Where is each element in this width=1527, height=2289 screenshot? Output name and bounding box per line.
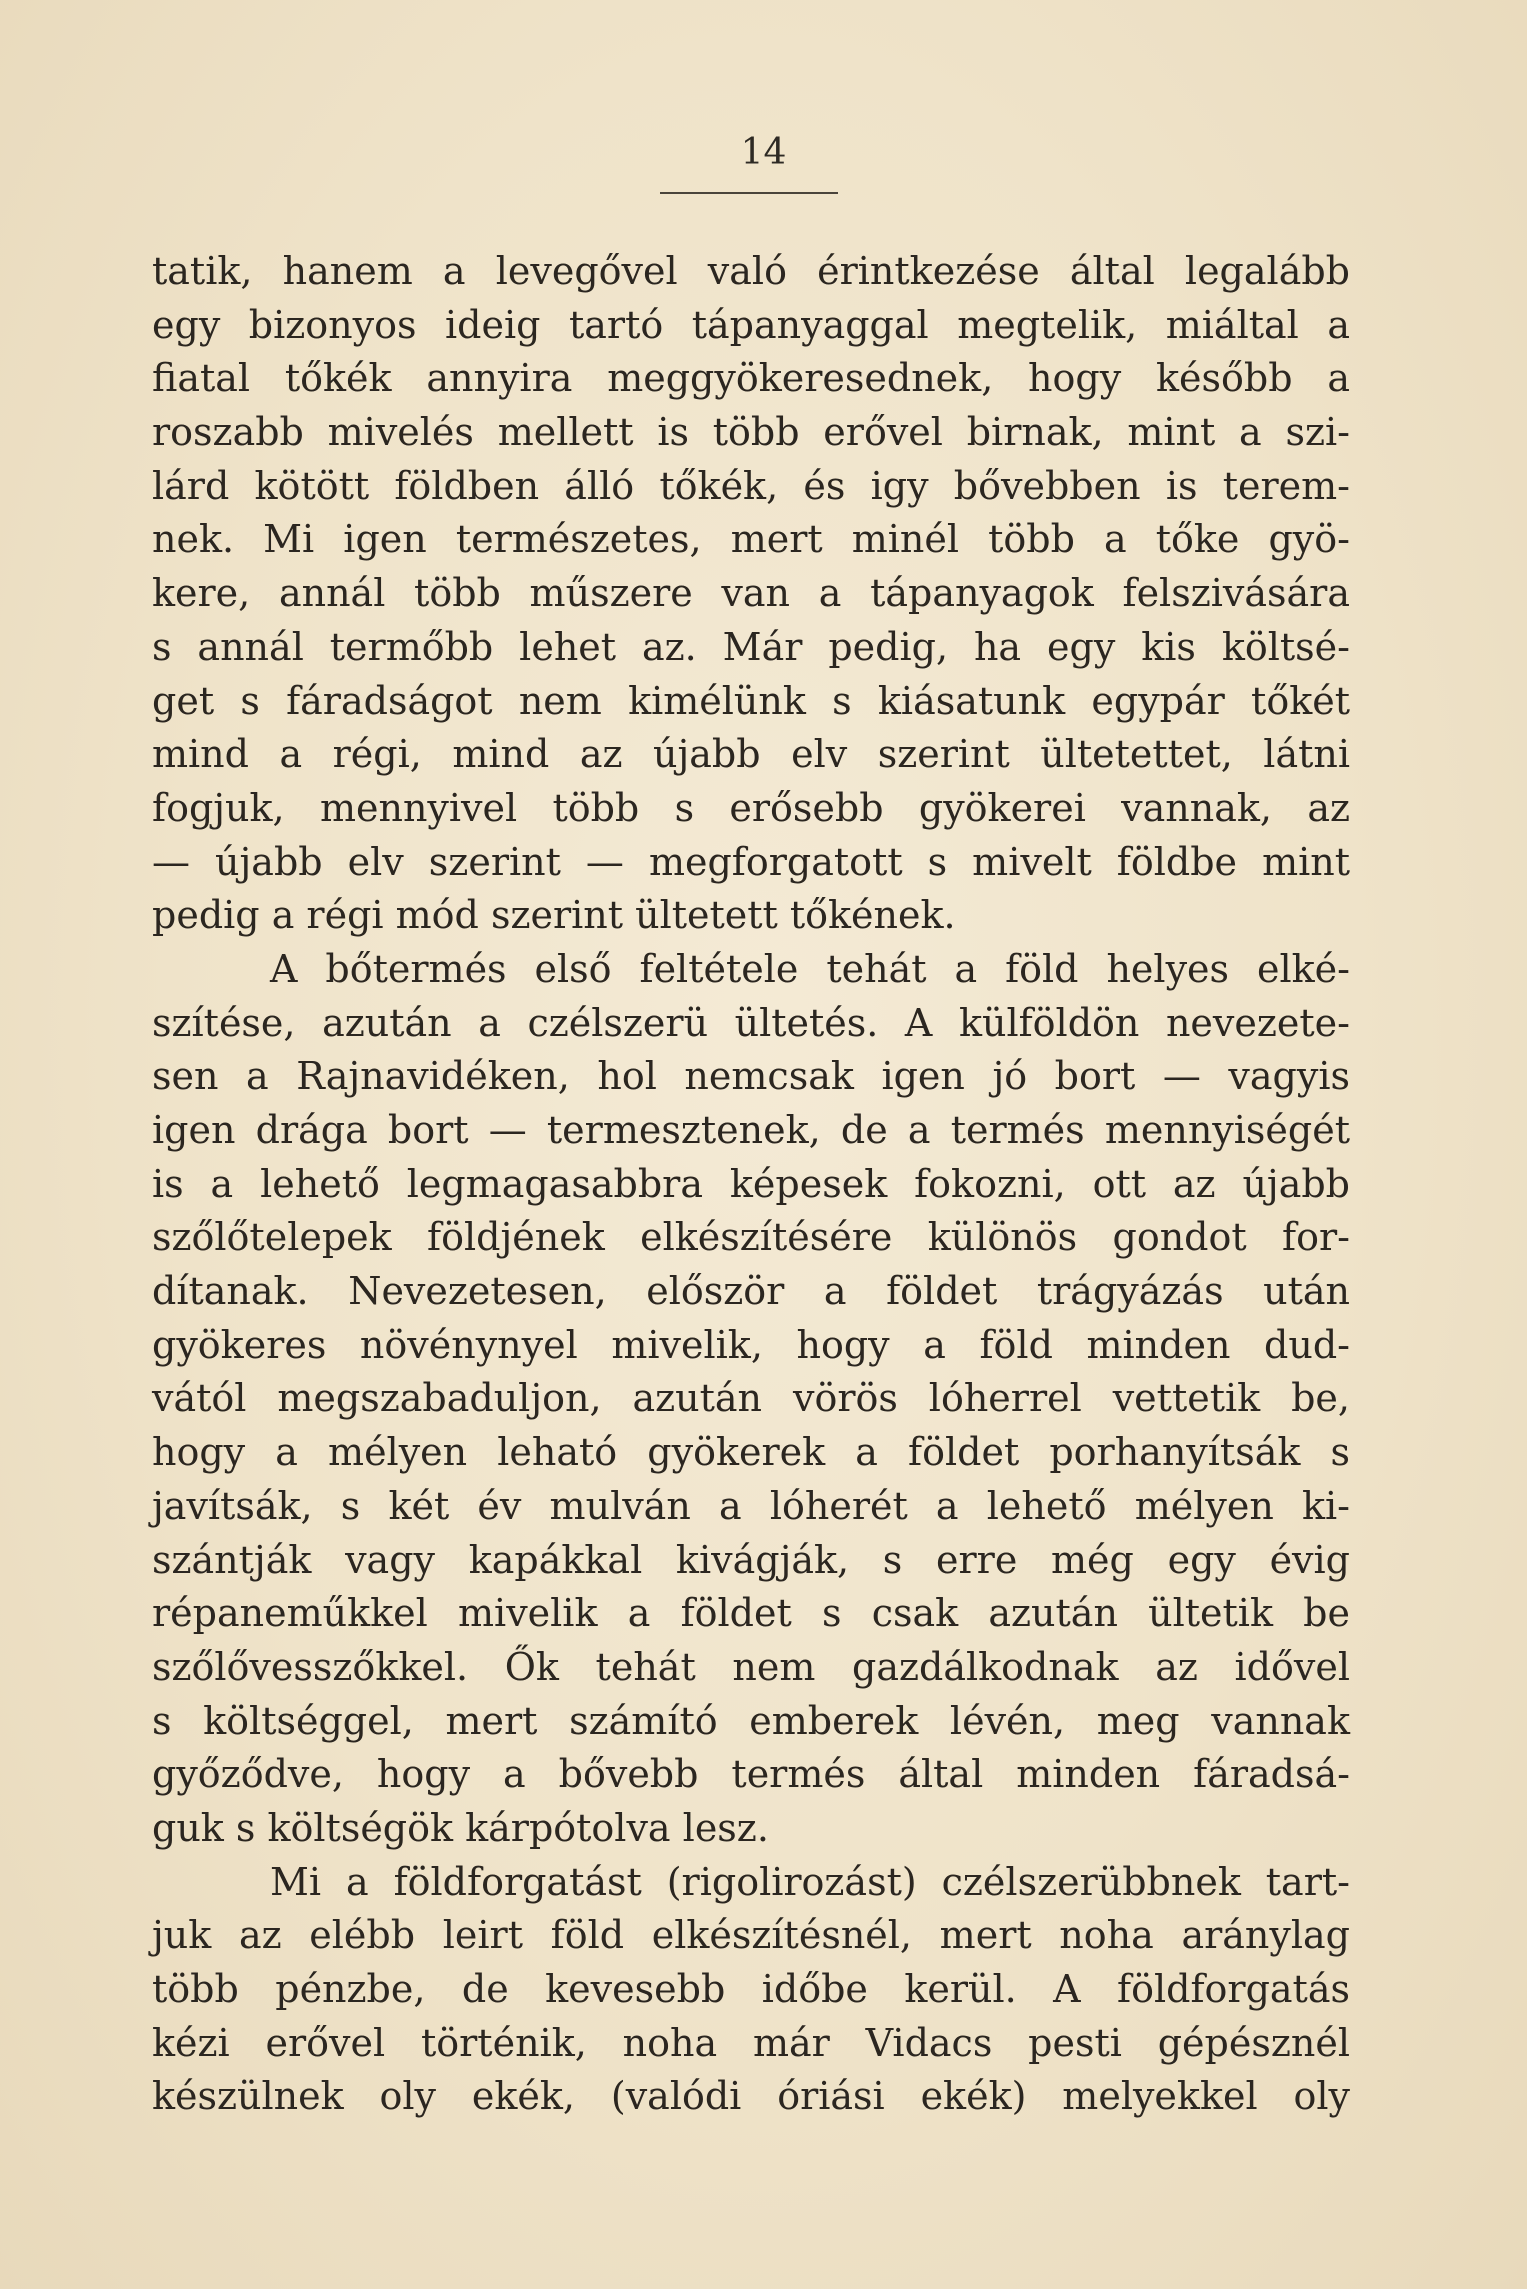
text-line: sen a Rajnavidéken, hol nemcsak igen jó bort — vagyis — [152, 1054, 1350, 1099]
text-line: készülnek oly ekék, (valódi óriási ekék) melyekkel oly — [152, 2074, 1350, 2119]
text-line: juk az elébb leirt föld elkészítésnél, mert noha aránylag — [152, 1913, 1350, 1958]
text-line: kézi erővel történik, noha már Vidacs pesti gépésznél — [152, 2020, 1350, 2065]
text-line: s költséggel, mert számító emberek lévén, meg vannak — [152, 1698, 1350, 1743]
text-line: s annál termőbb lehet az. Már pedig, ha egy kis költsé- — [152, 624, 1350, 669]
text-line: szítése, azután a czélszerü ültetés. A külföldön nevezete- — [152, 1000, 1350, 1045]
text-line: répaneműkkel mivelik a földet s csak azután ültetik be — [152, 1591, 1350, 1636]
text-line: nek. Mi igen természetes, mert minél több a tőke gyö- — [152, 517, 1350, 562]
body-text — [152, 245, 1350, 2124]
text-line: igen drága bort — termesztenek, de a termés mennyiségét — [152, 1108, 1350, 1152]
page-number: 14 — [740, 132, 787, 173]
text-line: győződve, hogy a bővebb termés által minden fáradsá- — [152, 1752, 1350, 1797]
text-line: gyökeres növénynyel mivelik, hogy a föld minden dud- — [152, 1322, 1350, 1367]
text-line: egy bizonyos ideig tartó tápanyaggal megtelik, miáltal a — [152, 302, 1350, 347]
text-line: get s fáradságot nem kimélünk s kiásatunk egypár tőkét — [152, 678, 1350, 723]
text-line: szőlővesszőkkel. Ők tehát nem gazdálkodnak az idővel — [152, 1644, 1350, 1689]
text-line: szántják vagy kapákkal kivágják, s erre még egy évig — [152, 1537, 1350, 1582]
text-line: roszabb mivelés mellett is több erővel birnak, mint a szi- — [152, 410, 1350, 455]
text-line: fogjuk, mennyivel több s erősebb gyökerei vannak, az — [152, 785, 1350, 830]
text-line: mind a régi, mind az újabb elv szerint ültetettet, látni — [152, 732, 1350, 777]
text-line: fiatal tőkék annyira meggyökeresednek, hogy később a — [152, 356, 1350, 401]
text-line: — újabb elv szerint — megforgatott s mivelt földbe mint — [152, 839, 1350, 884]
text-line: pedig a régi mód szerint ültetett tőkének. — [152, 893, 956, 938]
text-line: szőlőtelepek földjének elkészítésére különös gondot for- — [152, 1215, 1350, 1260]
text-line: kere, annál több műszere van a tápanyagok felszivására — [152, 571, 1350, 616]
text-line: A bőtermés első feltétele tehát a föld helyes elké- — [270, 946, 1350, 991]
text-line: is a lehető legmagasabbra képesek fokozni, ott az újabb — [152, 1161, 1350, 1206]
text-line: Mi a földforgatást (rigolirozást) czélszerübbnek tart- — [270, 1859, 1350, 1904]
text-line: lárd kötött földben álló tőkék, és igy bővebben is terem- — [152, 463, 1350, 508]
text-line: tatik, hanem a levegővel való érintkezése által legalább — [152, 249, 1350, 293]
text-line: javítsák, s két év mulván a lóherét a lehető mélyen ki- — [152, 1483, 1350, 1528]
text-line: hogy a mélyen leható gyökerek a földet porhanyítsák s — [152, 1430, 1350, 1475]
header-rule — [660, 192, 838, 194]
text-line: vától megszabaduljon, azután vörös lóherrel vettetik be, — [152, 1376, 1350, 1421]
text-line: dítanak. Nevezetesen, először a földet trágyázás után — [152, 1269, 1350, 1314]
text-line: guk s költségök kárpótolva lesz. — [152, 1805, 769, 1850]
text-line: több pénzbe, de kevesebb időbe kerül. A földforgatás — [152, 1967, 1350, 2011]
